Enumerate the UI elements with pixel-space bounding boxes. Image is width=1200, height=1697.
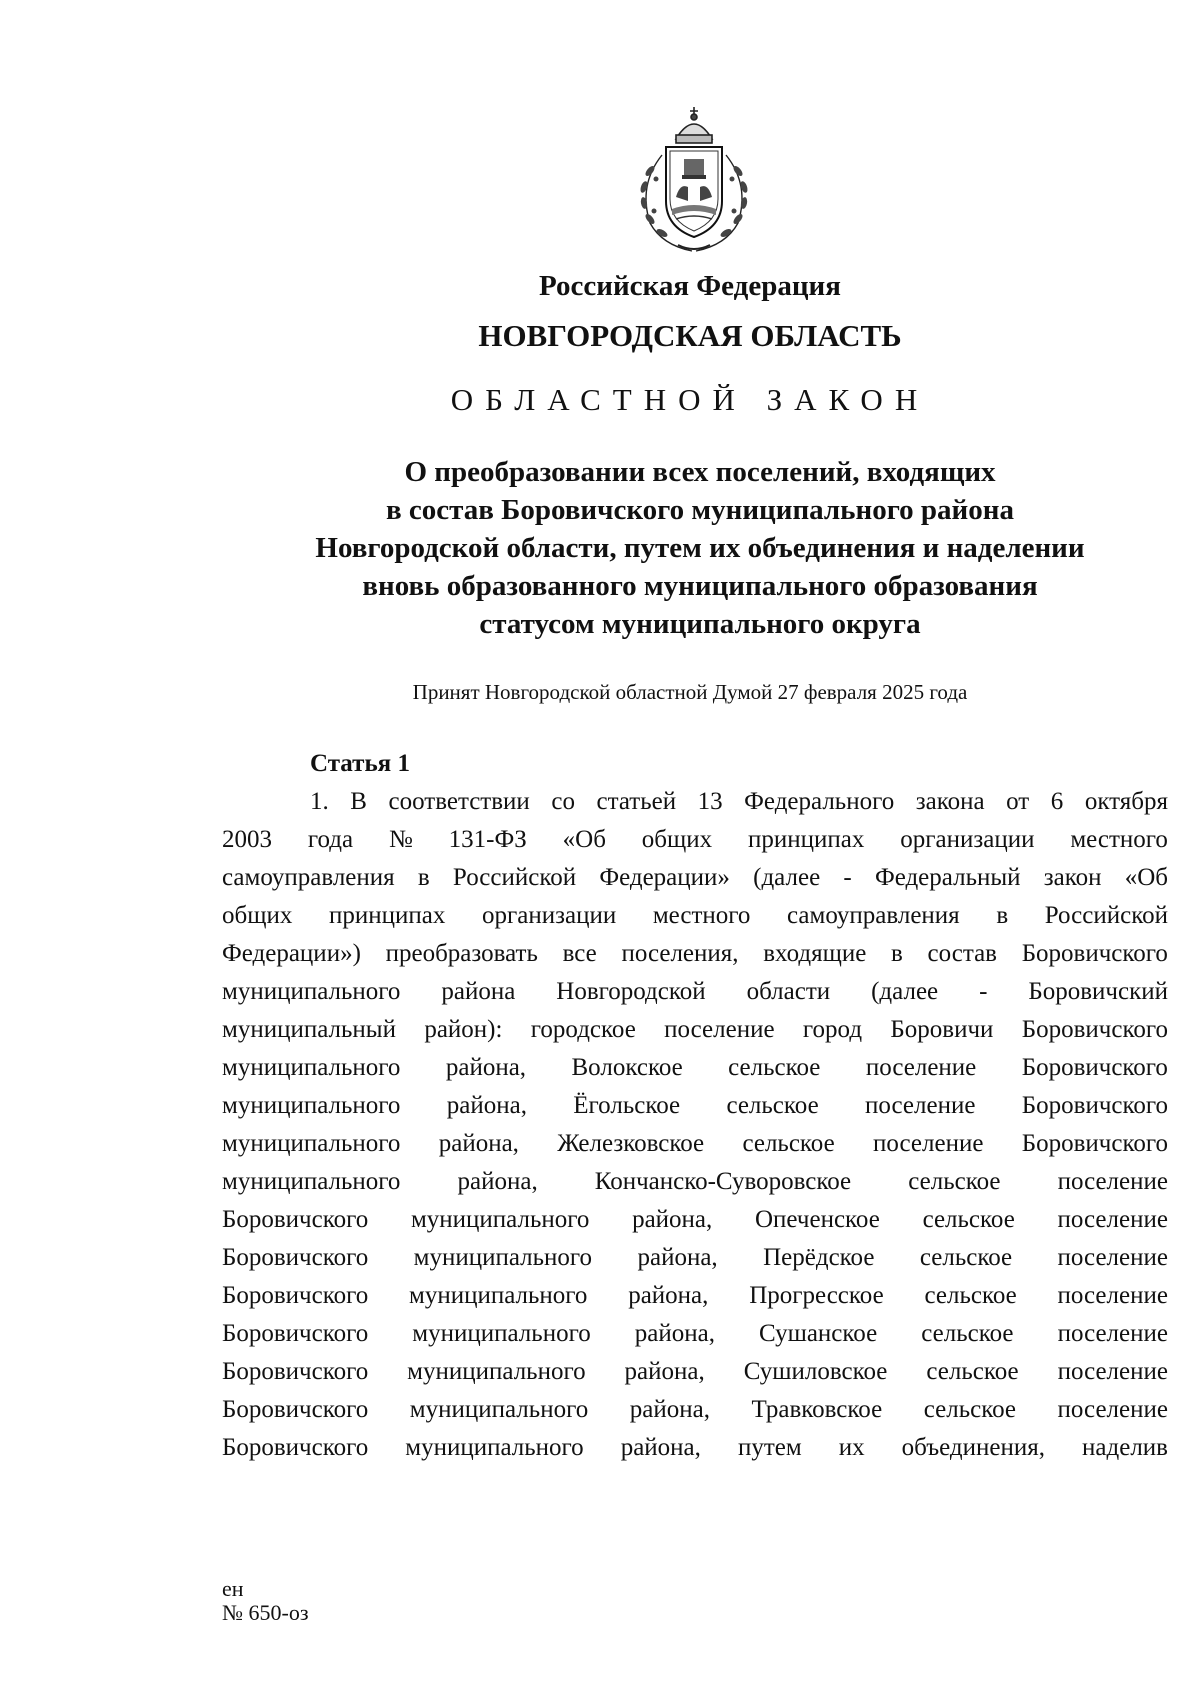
article-line: Боровичского муниципального района, Сушиловское сельское поселение bbox=[222, 1358, 1168, 1385]
title-line: Новгородской области, путем их объединения и наделении bbox=[315, 532, 1085, 564]
executor-initials: ен bbox=[222, 1576, 244, 1601]
article-line: муниципальный район): городское поселение город Боровичи Боровичского bbox=[222, 1016, 1168, 1043]
law-number: № 650-оз bbox=[222, 1600, 309, 1625]
title-line: статусом муниципального округа bbox=[479, 608, 921, 640]
article-line: муниципального района, Железковское сельское поселение Боровичского bbox=[222, 1130, 1168, 1157]
article-line: муниципального района, Волокское сельское поселение Боровичского bbox=[222, 1054, 1168, 1081]
document-footer bbox=[222, 1577, 309, 1625]
article-line: Боровичского муниципального района, Прогресское сельское поселение bbox=[222, 1282, 1168, 1309]
article-line: муниципального района, Ёгольское сельское поселение Боровичского bbox=[222, 1092, 1168, 1119]
country-heading: Российская Федерация bbox=[539, 270, 841, 302]
article-line: Боровичского муниципального района, Сушанское сельское поселение bbox=[222, 1320, 1168, 1347]
document-type-heading: ОБЛАСТНОЙ ЗАКОН bbox=[450, 382, 930, 417]
adoption-note: Принят Новгородской областной Думой 27 февраля 2025 года bbox=[412, 680, 968, 704]
article-line: Боровичского муниципального района, путем их объединения, наделив bbox=[222, 1434, 1168, 1461]
article-line: Боровичского муниципального района, Перёдское сельское поселение bbox=[222, 1244, 1168, 1271]
article-line: 2003 года № 131-ФЗ «Об общих принципах организации местного bbox=[222, 826, 1168, 853]
law-title bbox=[200, 453, 1200, 643]
article-line: муниципального района, Кончанско-Суворовское сельское поселение bbox=[222, 1168, 1168, 1195]
article-line: Боровичского муниципального района, Опеченское сельское поселение bbox=[222, 1206, 1168, 1233]
article-line: общих принципах организации местного самоуправления в Российской bbox=[222, 902, 1168, 929]
title-line: О преобразовании всех поселений, входящих bbox=[404, 456, 996, 488]
title-line: вновь образованного муниципального образования bbox=[362, 570, 1038, 602]
article-line: Федерации») преобразовать все поселения, входящие в состав Боровичского bbox=[222, 940, 1168, 967]
article-body bbox=[222, 783, 1168, 1467]
article-heading: Статья 1 bbox=[310, 750, 410, 777]
coat-of-arms-emblem bbox=[632, 105, 756, 257]
article-line: 1. В соответствии со статьей 13 Федерального закона от 6 октября bbox=[310, 788, 1168, 815]
article-line: Боровичского муниципального района, Травковское сельское поселение bbox=[222, 1396, 1168, 1423]
region-heading: НОВГОРОДСКАЯ ОБЛАСТЬ bbox=[478, 318, 902, 353]
article-line: муниципального района Новгородской области (далее - Боровичский bbox=[222, 978, 1168, 1005]
article-line: самоуправления в Российской Федерации» (далее - Федеральный закон «Об bbox=[222, 864, 1168, 891]
title-line: в состав Боровичского муниципального района bbox=[386, 494, 1014, 526]
